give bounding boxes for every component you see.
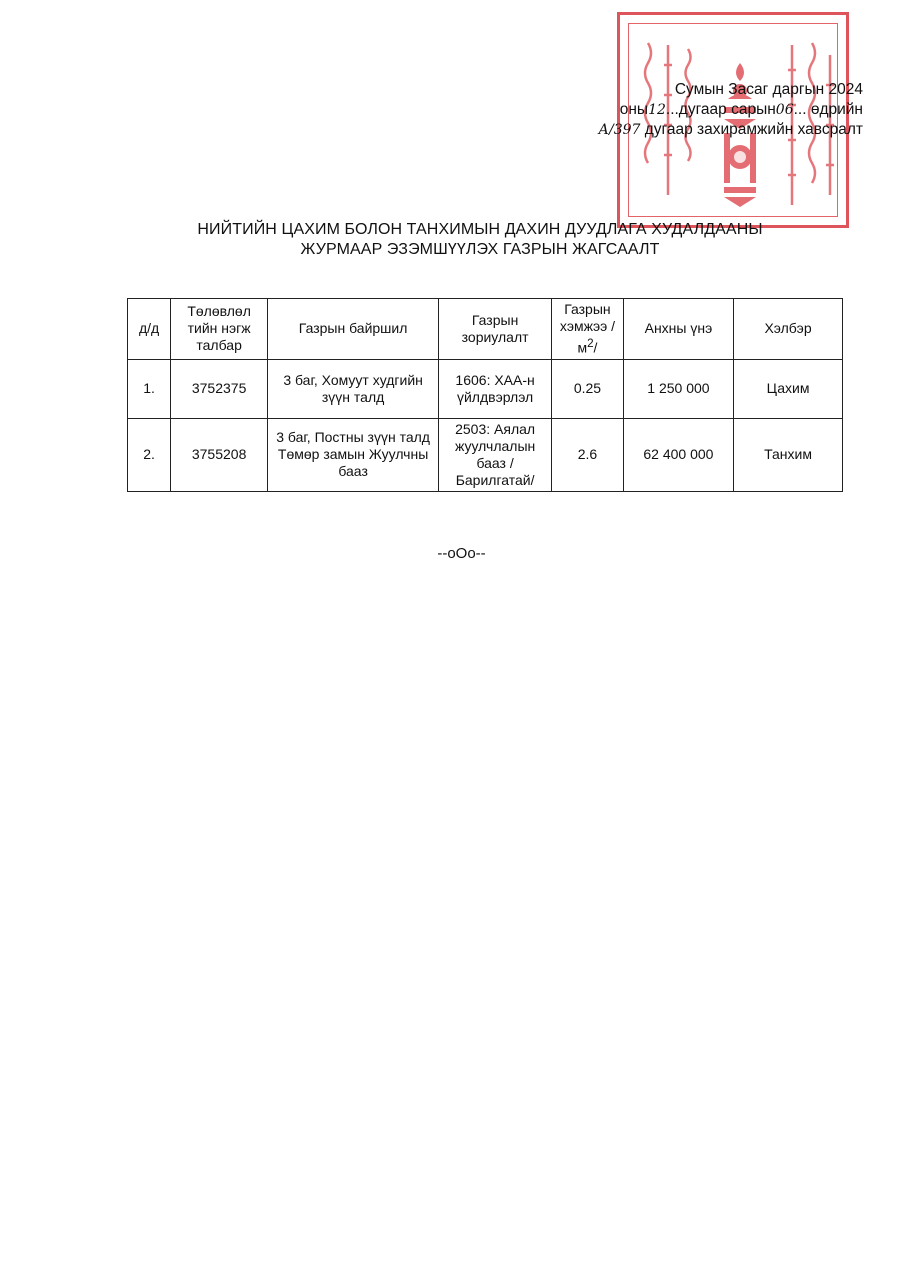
document-title	[130, 220, 830, 260]
header-location: Газрын байршил	[268, 299, 439, 360]
header-parcel: Төлөвлөл тийн нэгж талбар	[171, 299, 268, 360]
handwritten-day: 06	[775, 102, 794, 118]
cell-form: Танхим	[734, 418, 843, 491]
header-size-superscript: 2	[587, 337, 594, 350]
cell-location: 3 баг, Постны зүүн талд Төмөр замын Жуулчны бааз	[268, 418, 439, 491]
header-size-text: Газрын хэмжээ /м	[559, 301, 616, 356]
cell-price: 62 400 000	[623, 418, 733, 491]
reference-day-label: ... өдрийн	[793, 101, 863, 118]
cell-form: Цахим	[734, 359, 843, 418]
header-form: Хэлбэр	[734, 299, 843, 360]
reference-line-1: Сумын Засаг даргын 2024	[674, 81, 863, 98]
header-purpose: Газрын зориулалт	[439, 299, 552, 360]
cell-parcel: 3755208	[171, 418, 268, 491]
order-reference	[598, 80, 863, 140]
table-header-row	[128, 299, 843, 360]
cell-size: 2.6	[552, 418, 624, 491]
cell-price: 1 250 000	[623, 359, 733, 418]
cell-parcel: 3752375	[171, 359, 268, 418]
reference-line-2	[598, 100, 863, 120]
header-index: д/д	[128, 299, 171, 360]
handwritten-month: 12	[648, 102, 666, 118]
table-row	[128, 418, 843, 491]
cell-size: 0.25	[552, 359, 624, 418]
reference-line-3	[598, 120, 863, 140]
title-line-2: ЖУРМААР ЭЗЭМШҮҮЛЭХ ГАЗРЫН ЖАГСААЛТ	[300, 241, 660, 258]
cell-location: 3 баг, Хомуут худгийн зүүн талд	[268, 359, 439, 418]
cell-index: 2.	[128, 418, 171, 491]
table-row	[128, 359, 843, 418]
header-price: Анхны үнэ	[623, 299, 733, 360]
reference-order-label: дугаар захирамжийн хавсралт	[644, 121, 863, 138]
end-mark: --оОо--	[437, 545, 486, 562]
handwritten-order-number: А/397	[598, 122, 641, 138]
cell-purpose: 2503: Аялал жуулчлалын бааз /Барилгатай/	[439, 418, 552, 491]
reference-month-label: ...дугаар сарын	[665, 101, 776, 118]
header-size	[552, 299, 624, 360]
land-list-table	[127, 298, 843, 492]
cell-index: 1.	[128, 359, 171, 418]
reference-year-label: оны	[619, 101, 649, 118]
title-line-1: НИЙТИЙН ЦАХИМ БОЛОН ТАНХИМЫН ДАХИН ДУУДЛАГА ХУДАЛДААНЫ	[197, 221, 763, 238]
header-size-close: /	[593, 339, 598, 356]
cell-purpose: 1606: ХАА-н үйлдвэрлэл	[439, 359, 552, 418]
